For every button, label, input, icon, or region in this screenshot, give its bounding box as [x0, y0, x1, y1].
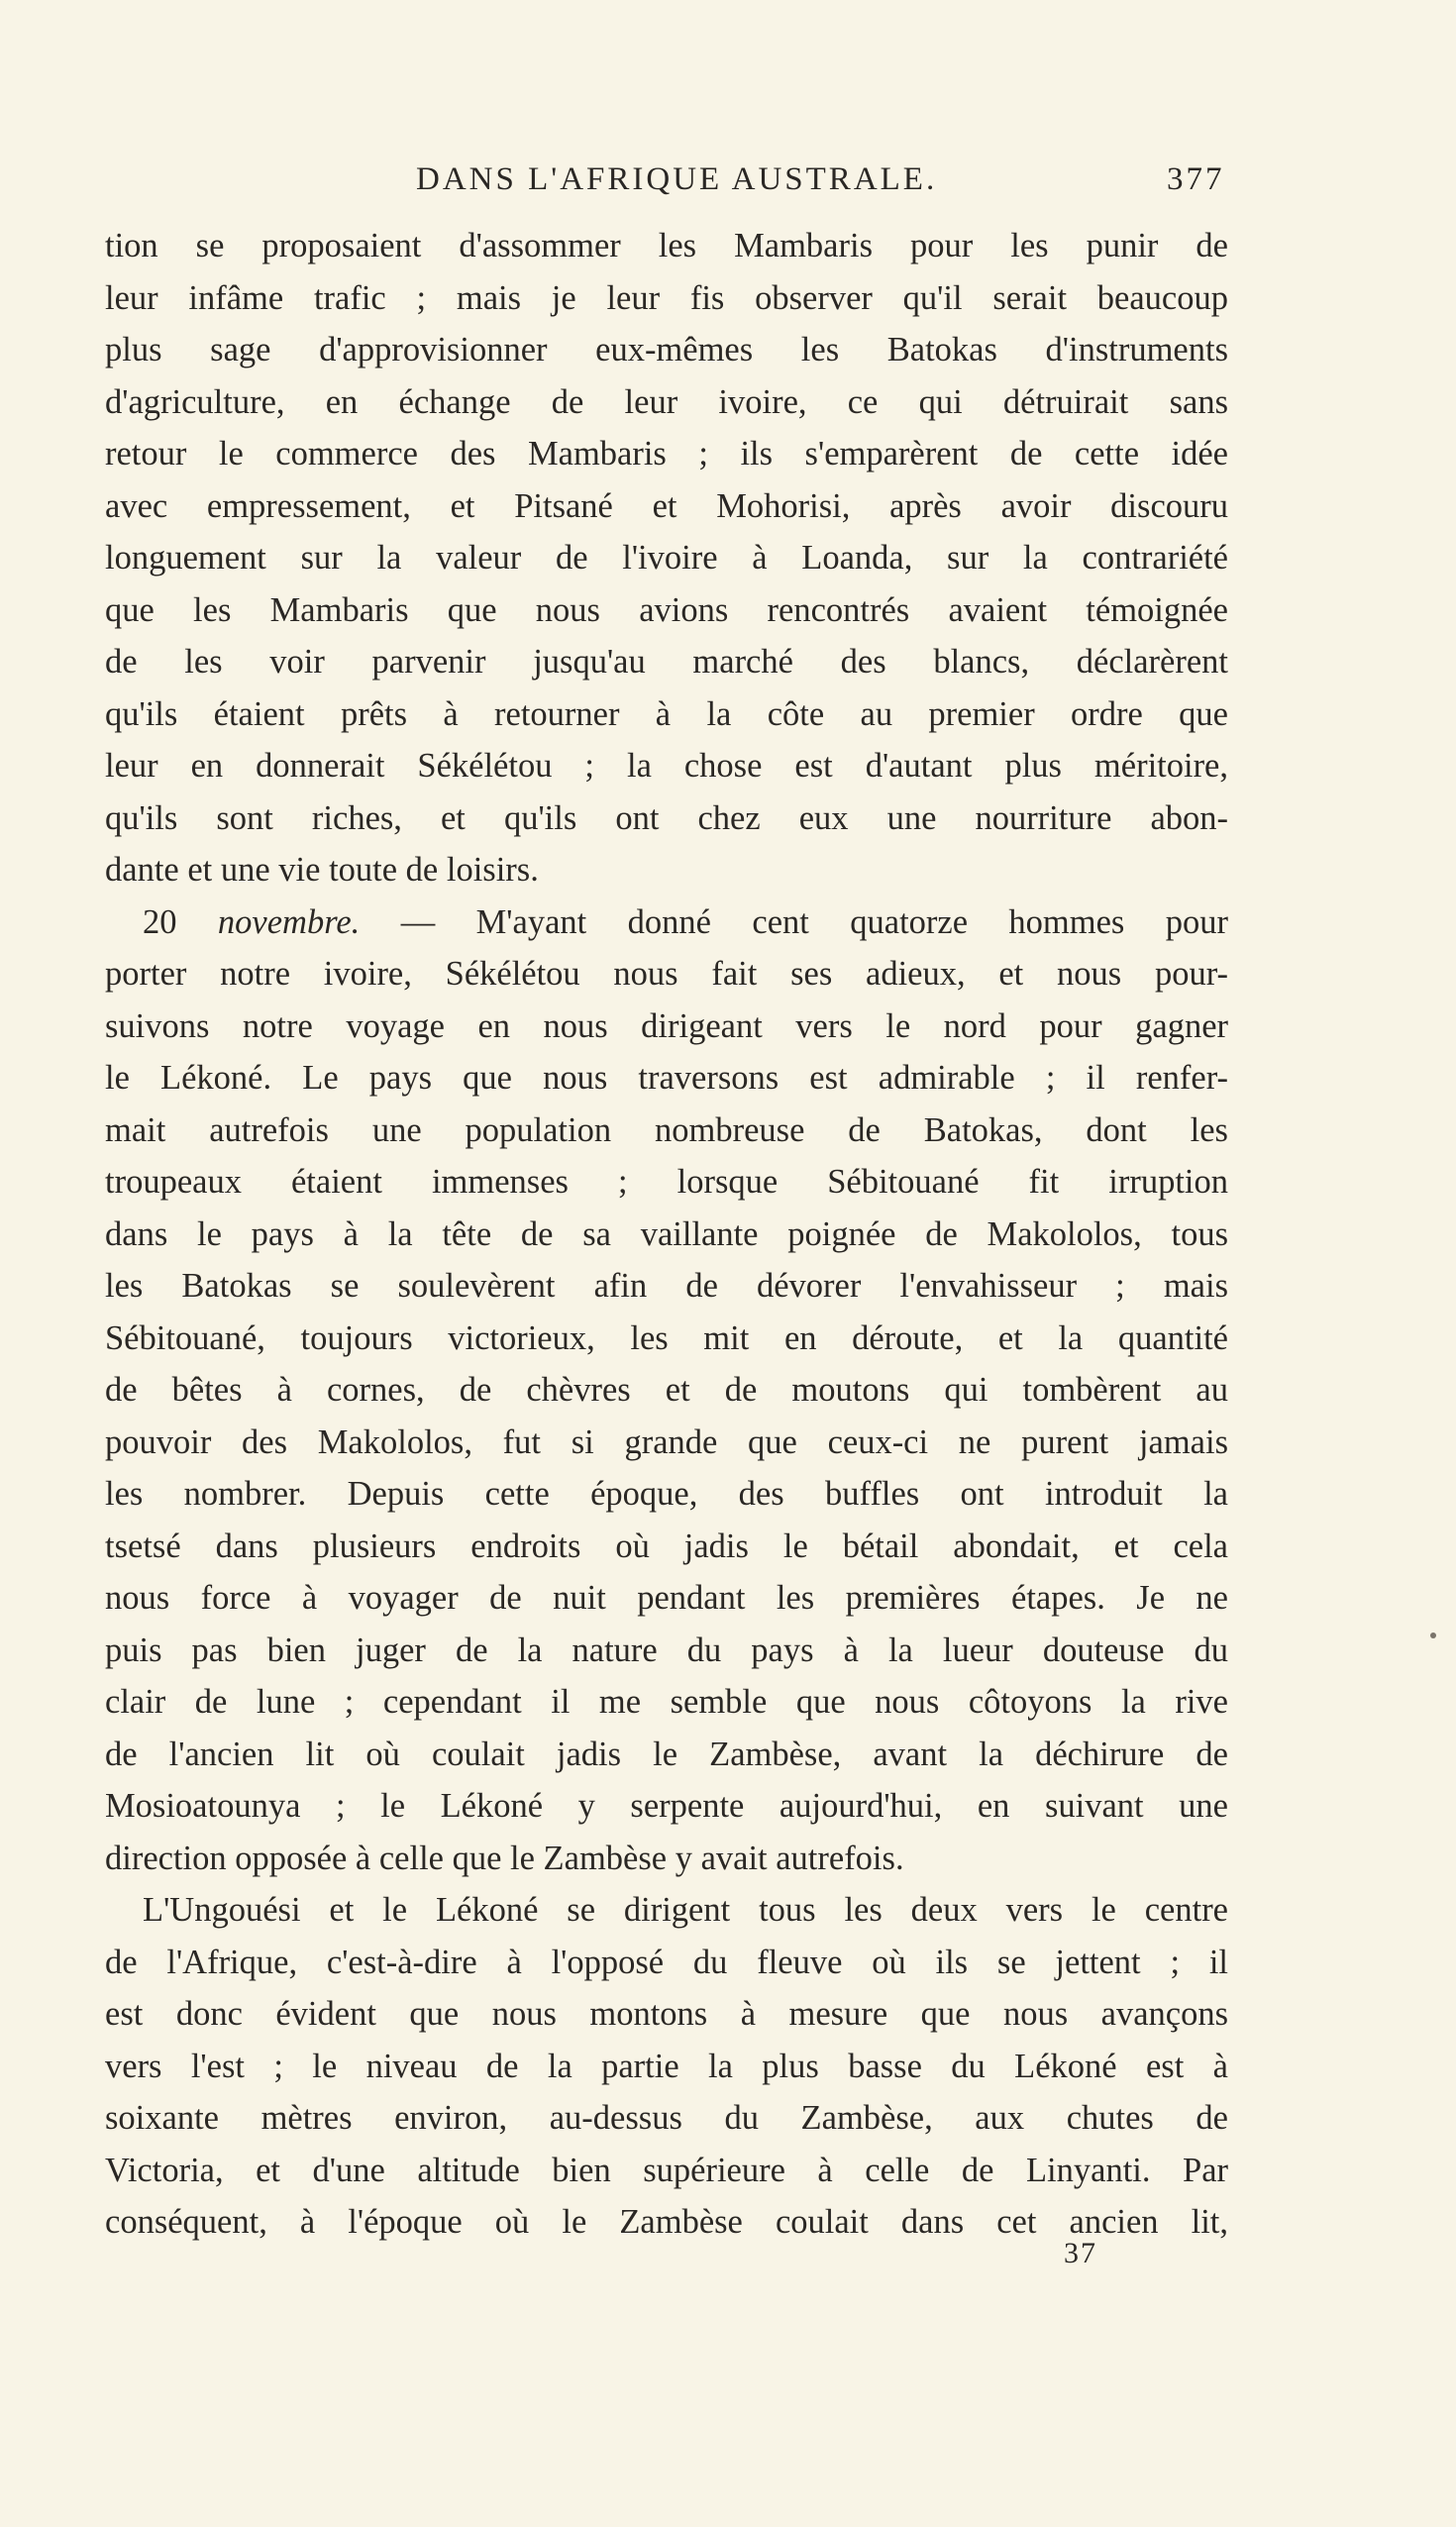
text-line: vers l'est ; le niveau de la partie la plus basse du Lékoné est à	[105, 2047, 1228, 2085]
text-line: dans le pays à la tête de sa vaillante poignée de Makololos, tous	[105, 1214, 1228, 1253]
text-line: L'Ungouési et le Lékoné se dirigent tous les deux vers le centre	[143, 1891, 1228, 1929]
body-text	[105, 220, 1228, 2249]
text-line: les Batokas se soulevèrent afin de dévorer l'envahisseur ; mais	[105, 1267, 1228, 1305]
text-line: tion se proposaient d'assommer les Mambaris pour les punir de	[105, 227, 1228, 264]
paper-speck	[1430, 1632, 1436, 1638]
text-line: nous force à voyager de nuit pendant les premières étapes. Je ne	[105, 1579, 1228, 1617]
text-line: clair de lune ; cependant il me semble que nous côtoyons la rive	[105, 1683, 1228, 1721]
text-line: qu'ils sont riches, et qu'ils ont chez eux une nourriture abon-	[105, 798, 1228, 837]
dated-paragraph-start	[105, 896, 1228, 949]
text-line: tsetsé dans plusieurs endroits où jadis le bétail abondait, et cela	[105, 1527, 1228, 1565]
text-line: de bêtes à cornes, de chèvres et de moutons qui tombèrent au	[105, 1371, 1228, 1409]
text-line: conséquent, à l'époque où le Zambèse coulait dans cet ancien lit,	[105, 2203, 1228, 2241]
text-line: Mosioatounya ; le Lékoné y serpente aujourd'hui, en suivant une	[105, 1787, 1228, 1825]
date-rest: — M'ayant donné cent quatorze hommes pour	[360, 902, 1228, 941]
date-month: novembre.	[217, 902, 361, 941]
text-line: de les voir parvenir jusqu'au marché des blancs, déclarèrent	[105, 643, 1228, 681]
text-line: est donc évident que nous montons à mesure que nous avançons	[105, 1995, 1228, 2033]
text-line: leur infâme trafic ; mais je leur fis observer qu'il serait beaucoup	[105, 278, 1228, 317]
text-line: le Lékoné. Le pays que nous traversons est admirable ; il renfer-	[105, 1059, 1228, 1097]
running-head	[0, 155, 1456, 204]
page-number: 377	[1167, 161, 1225, 197]
text-line: d'agriculture, en échange de leur ivoire, ce qui détruirait sans	[105, 382, 1228, 421]
text-line: avec empressement, et Pitsané et Mohorisi, après avoir discouru	[105, 486, 1228, 525]
signature-mark: 37	[1064, 2237, 1097, 2269]
text-line: troupeaux étaient immenses ; lorsque Sébitouané fit irruption	[105, 1163, 1228, 1201]
text-line: Sébitouané, toujours victorieux, les mit en déroute, et la quantité	[105, 1318, 1228, 1357]
text-line: pouvoir des Makololos, fut si grande que ceux-ci ne purent jamais	[105, 1422, 1228, 1461]
text-line: que les Mambaris que nous avions rencontrés avaient témoignée	[105, 590, 1228, 629]
text-line: direction opposée à celle que le Zambèse y avait autrefois.	[105, 1839, 904, 1877]
text-line: les nombrer. Depuis cette époque, des buffles ont introduit la	[105, 1475, 1228, 1513]
text-line: qu'ils étaient prêts à retourner à la côte au premier ordre que	[105, 694, 1228, 733]
text-line: plus sage d'approvisionner eux-mêmes les Batokas d'instruments	[105, 331, 1228, 369]
text-line: Victoria, et d'une altitude bien supérieure à celle de Linyanti. Par	[105, 2151, 1228, 2189]
text-line: de l'Afrique, c'est-à-dire à l'opposé du fleuve où ils se jettent ; il	[105, 1943, 1228, 1981]
text-line: retour le commerce des Mambaris ; ils s'emparèrent de cette idée	[105, 435, 1228, 473]
text-line: longuement sur la valeur de l'ivoire à Loanda, sur la contrariété	[105, 539, 1228, 577]
text-line: puis pas bien juger de la nature du pays à la lueur douteuse du	[105, 1631, 1228, 1669]
text-line: porter notre ivoire, Sékélétou nous fait ses adieux, et nous pour-	[105, 955, 1228, 993]
text-line: leur en donnerait Sékélétou ; la chose est d'autant plus méritoire,	[105, 747, 1228, 785]
text-line: soixante mètres environ, au-dessus du Zambèse, aux chutes de	[105, 2099, 1228, 2137]
date-day: 20	[143, 902, 177, 941]
text-line: mait autrefois une population nombreuse de Batokas, dont les	[105, 1110, 1228, 1149]
running-title: DANS L'AFRIQUE AUSTRALE.	[416, 161, 938, 197]
text-line: dante et une vie toute de loisirs.	[105, 851, 539, 889]
text-line: suivons notre voyage en nous dirigeant vers le nord pour gagner	[105, 1006, 1228, 1045]
text-line: de l'ancien lit où coulait jadis le Zambèse, avant la déchirure de	[105, 1735, 1228, 1773]
